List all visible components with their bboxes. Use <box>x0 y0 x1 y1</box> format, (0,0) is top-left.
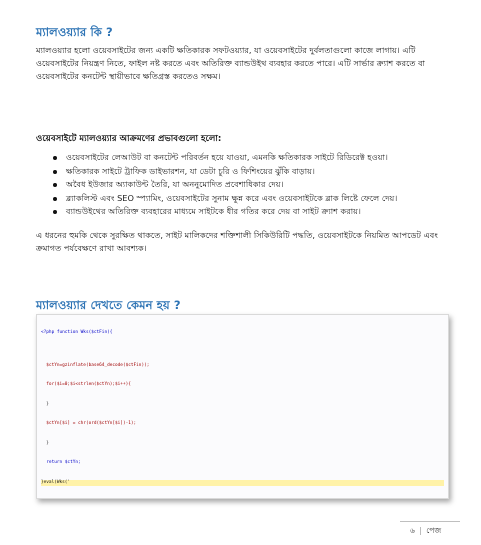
code-line: <?php function Wks($ctFin){ <box>41 330 113 335</box>
footer-divider <box>400 521 460 522</box>
list-item: অবৈধ ইউজার অ্যাকাউন্ট তৈরি, যা অননুমোদিত প্রবেশাধিকার দেয়। <box>52 178 457 191</box>
page-label: পেজ <box>426 526 442 535</box>
section-title-malware-look: ম্যালওয়্যার দেখতে কেমন হয় ? <box>36 298 181 312</box>
code-header <box>37 315 448 499</box>
code-line: $ctYn=gzinflate(base64_decode($ctFin)); <box>41 362 150 368</box>
code-line: $ctYn[$i] = chr(ord($ctYn[$i])-1); <box>41 421 137 426</box>
list-item: ওয়েবসাইটের লেআউট বা কনটেন্ট পরিবর্তন হয়ে যাওয়া, এমনকি ক্ষতিকারক সাইটে রিডিরেক্ট হওয়া। <box>52 151 457 164</box>
page-footer <box>410 526 441 538</box>
effects-list <box>52 151 457 219</box>
code-line: return $ctYn; <box>41 460 81 465</box>
malware-code-screenshot <box>36 314 449 499</box>
intro-paragraph: ম্যালওয়্যার হলো ওয়েবসাইটের জন্য একটি ক্ষতিকারক সফটওয়্যার, যা ওয়েবসাইটের দুর্বলতাগুলো কাজে লাগায়। এটি ওয়েবসাইটের নিয়ন্ত্রণ নিতে, ফাইল নষ্ট করতে এবং অতিরিক্ত ব্যান্ডউইথ ব্যবহার করতে পারে। এটি সার্ভার ক্র্যাশ করতে বা ওয়েবসাইটের কনটেন্ট স্থায়ীভাবে ক্ষতিগ্রস্ত করতেও সক্ষম। <box>36 45 426 82</box>
footer-separator: | <box>419 526 422 535</box>
code-line: } <box>41 440 49 446</box>
section-title-what-is-malware: ম্যালওয়্যার কি ? <box>36 25 113 39</box>
list-item: ব্ল্যাকলিস্ট এবং SEO স্প্যামিং, ওয়েবসাইটের সুনাম ক্ষুন্ন করে এবং ওয়েবসাইটকে ব্লাক লিষ্টে ফেলে দেয়। <box>52 192 457 205</box>
effects-heading: ওয়েবসাইটে ম্যালওয়্যার আক্রমণের প্রভাবগুলো হলো: <box>36 134 222 144</box>
code-line: }eval(Wks(' <box>41 480 444 487</box>
code-line: } <box>41 401 49 407</box>
conclusion-paragraph: এ ধরনের হুমকি থেকে সুরক্ষিত থাকতে, সাইট মালিকদের শক্তিশালী সিকিউরিটি পদ্ধতি, ওয়েবসাইটকে নিয়মিত আপডেট এবং ক্রমাগত পর্যবেক্ষণে রাখা আবশ্যক। <box>36 230 438 254</box>
list-item: ব্যান্ডউইথের অতিরিক্ত ব্যবহারের মাধ্যমে সাইটকে ধীর গতির করে দেয় বা সাইট ক্র্যাশ করায়। <box>52 205 457 218</box>
page-number: ৬ <box>410 526 415 535</box>
list-item: ক্ষতিকারক সাইটে ট্রাফিক ডাইভারশন, যা ডেটা চুরি ও ফিশিংয়ের ঝুঁকি বাড়ায়। <box>52 165 457 178</box>
code-line: for($i=0;$i<strlen($ctYn);$i++){ <box>41 382 131 387</box>
